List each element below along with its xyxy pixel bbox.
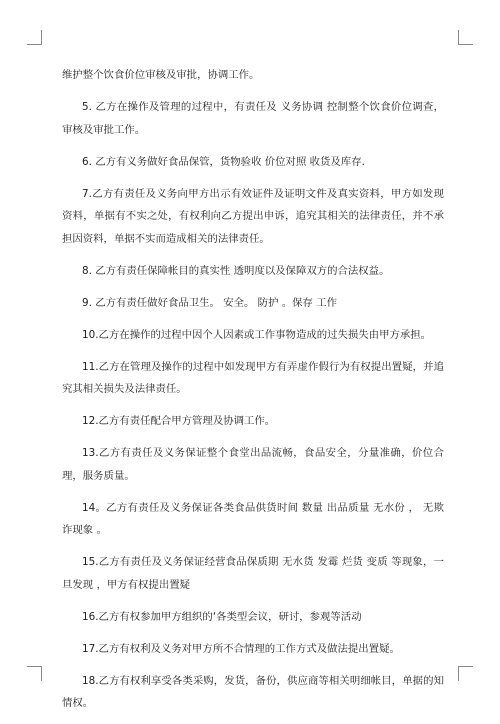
crop-mark-top-left [27, 30, 42, 45]
paragraph-clause-7: 7.乙方有责任及义务向甲方出示有效证件及证明文件及真实资料，甲方如发现资料，单据有不实之处，有权利向乙方提出申诉，追究其相关的法律责任，并不承担因资料，单据不实而造成相关的法律责任。 [62, 187, 444, 245]
paragraph-clause-17: 17.乙方有权利及义务对甲方所不合情理的工作方式及做法提出置疑。 [82, 642, 400, 655]
paragraph-clause-6: 6. 乙方有义务做好食品保管，货物验收 价位对照 收货及库存. [82, 155, 365, 168]
paragraph-continued: 维护整个饮食价位审核及审批，协调工作。 [62, 69, 260, 81]
paragraph-clause-10: 10.乙方在操作的过程中因个人因素或工作事物造成的过失损失由甲方承担。 [82, 328, 432, 341]
crop-mark-bottom-left [27, 666, 42, 681]
paragraph-clause-5: 5. 乙方在操作及管理的过程中，有责任及 义务协调 控制整个饮食价位调查，审核及审批工作。 [62, 101, 444, 136]
paragraph-clause-14: 14。乙方有责任及义务保证各类食品供货时间 数量 出品质量 无水份 ， 无欺诈现象 。 [62, 501, 444, 536]
document-body [62, 64, 444, 724]
crop-mark-bottom-right [458, 666, 473, 681]
paragraph-clause-11: 11.乙方在管理及操作的过程中如发现甲方有弄虚作假行为有权提出置疑，并追究其相关损失及法律责任。 [62, 360, 444, 395]
paragraph-clause-13: 13.乙方有责任及义务保证整个食堂出品流畅，食品安全，分量准确，价位合理，服务质量。 [62, 447, 444, 482]
paragraph-clause-16: 16.乙方有权参加甲方组织的‘各类型会议，研讨，参观等活动 [82, 610, 362, 623]
paragraph-clause-15: 15.乙方有责任及义务保证经营食品保质期 无水货 发霉 烂货 变质 等现象，一旦发现 ，甲方有权提出置疑 [62, 556, 444, 591]
paragraph-clause-8: 8. 乙方有责任保障帐目的真实性 透明度以及保障双方的合法权益。 [82, 264, 390, 277]
paragraph-clause-18: 18.乙方有权利享受各类采购，发货，备份，供应商等相关明细帐目，单据的知情权。 [62, 674, 444, 709]
paragraph-clause-12: 12.乙方有责任配合甲方管理及协调工作。 [82, 415, 276, 427]
paragraph-clause-9: 9. 乙方有责任做好食品卫生。 安全。 防护 。保存 工作 [82, 296, 338, 309]
crop-mark-top-right [458, 30, 473, 45]
